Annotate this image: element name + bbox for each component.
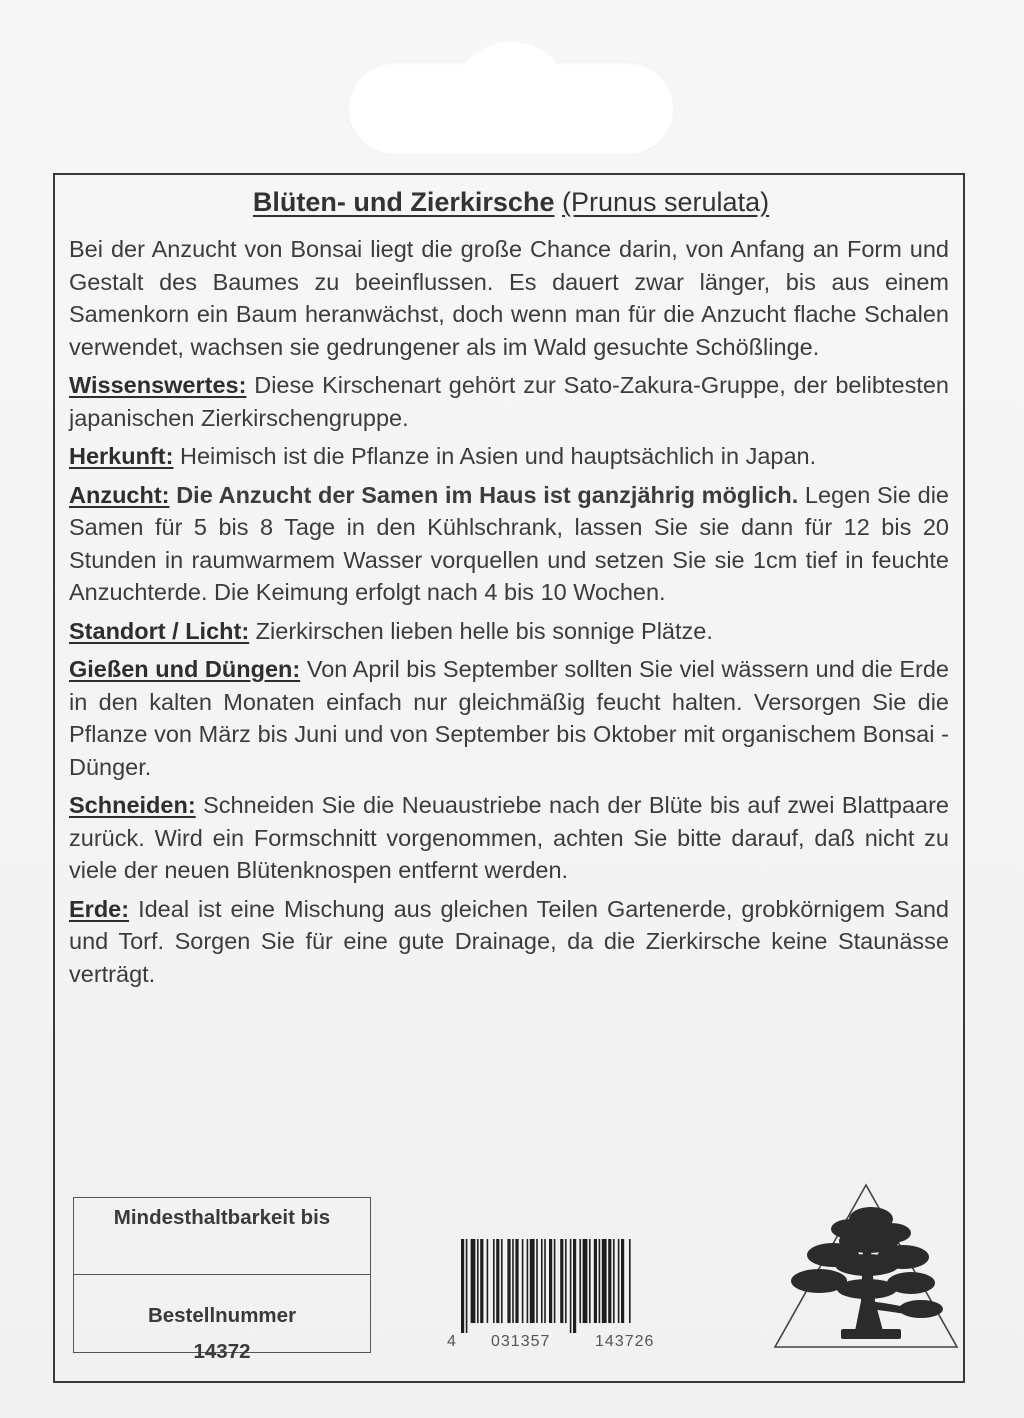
barcode-group-left: 031357 — [491, 1333, 551, 1350]
section-giessen — [69, 653, 949, 783]
barcode-bar — [530, 1239, 535, 1323]
barcode-bar — [496, 1239, 499, 1323]
description — [69, 233, 949, 996]
order-number: 14372 — [193, 1340, 251, 1363]
barcode-bar — [477, 1239, 479, 1323]
section-text: Legen Sie die Samen für 5 bis 8 Tage in den Kühlschrank, lassen Sie sie dann für 12 bis 20 Stunden in raumwarmem Wasser vorquellen und setzen Sie sie 1cm tief in feuchte Anzuchterde. Die Keimung erfolgt nach 4 bis 10 Wochen. — [69, 481, 949, 605]
info-box-divider — [74, 1274, 370, 1275]
barcode-digit-first: 4 — [447, 1333, 457, 1350]
barcode-bar — [471, 1239, 476, 1323]
product-title — [55, 187, 967, 218]
best-before-label: Mindesthaltbarkeit bis — [113, 1206, 331, 1229]
section-wissenswertes — [69, 369, 949, 434]
barcode-bar — [599, 1239, 601, 1323]
barcode-bars — [447, 1239, 697, 1333]
barcode-bar — [536, 1239, 538, 1323]
barcode-bar — [515, 1239, 518, 1323]
title-latin: (Prunus serulata) — [561, 187, 770, 217]
barcode-bar — [608, 1239, 611, 1323]
barcode-bar — [554, 1239, 556, 1323]
barcode-bar — [480, 1239, 483, 1323]
barcode-bar — [570, 1239, 572, 1333]
barcode-bar — [573, 1239, 576, 1333]
section-heading: Gießen und Düngen: — [69, 656, 301, 682]
section-text: Von April bis September sollten Sie viel wässern und die Erde in den kalten Monaten einfach nur gleichmäßig feucht halten. Versorgen Sie die Pflanze von März bis Juni und von September bis Oktober mit organischem Bonsai - Dünger. — [69, 656, 949, 780]
barcode-bar — [565, 1239, 567, 1323]
barcode — [447, 1239, 697, 1357]
title-main: Blüten- und Zierkirsche — [252, 187, 555, 217]
section-heading: Herkunft: — [69, 443, 174, 469]
section-text: Diese Kirschenart gehört zur Sato-Zakura-Gruppe, der belibtesten japanischen Zierkirschengruppe. — [69, 372, 949, 431]
section-text: Ideal ist eine Mischung aus gleichen Teilen Gartenerde, grobkörnigem Sand und Torf. Sorgen Sie für eine gute Drainage, da die Zierkirsche keine Staunässe verträgt. — [69, 895, 949, 987]
section-standort — [69, 615, 949, 648]
bonsai-tree-triangle-icon — [771, 1181, 961, 1353]
barcode-bar — [602, 1239, 607, 1323]
barcode-bar — [549, 1239, 552, 1323]
barcode-bar — [618, 1239, 620, 1323]
barcode-bar — [501, 1239, 503, 1323]
section-schneiden — [69, 789, 949, 887]
label-frame — [53, 173, 965, 1383]
barcode-bar — [589, 1239, 591, 1323]
barcode-bar — [544, 1239, 546, 1323]
barcode-bar — [629, 1239, 631, 1323]
barcode-bar — [613, 1239, 615, 1323]
barcode-bar — [560, 1239, 563, 1323]
section-text: Zierkirschen lieben helle bis sonnige Plätze. — [249, 617, 713, 644]
barcode-bar — [461, 1239, 464, 1333]
barcode-bar — [512, 1239, 514, 1323]
barcode-bar — [541, 1239, 543, 1323]
info-box — [73, 1197, 371, 1363]
barcode-bar — [621, 1239, 624, 1323]
barcode-bar — [507, 1239, 510, 1323]
section-heading: Erde: — [69, 895, 130, 922]
barcode-bar — [579, 1239, 581, 1323]
hanging-hole — [348, 62, 674, 154]
section-heading: Standort / Licht: — [69, 617, 250, 644]
barcode-bar — [487, 1239, 489, 1323]
barcode-bar — [522, 1239, 524, 1323]
barcode-group-right: 143726 — [595, 1333, 655, 1350]
section-bold-text: Die Anzucht der Samen im Haus ist ganzjährig möglich. — [169, 481, 799, 508]
section-erde — [69, 893, 949, 991]
barcode-bar — [527, 1239, 529, 1323]
barcode-bar — [583, 1239, 588, 1323]
intro-paragraph: Bei der Anzucht von Bonsai liegt die große Chance darin, von Anfang an Form und Gestalt des Baumes zu beeinflussen. Es dauert zwar länger, bis aus einem Samenkorn ein Baum heranwächst, doch wenn man für die Anzucht flache Schalen verwendet, wachsen sie gedrungener als im Wald gesuchte Schößlinge. — [69, 236, 949, 360]
section-text: Heimisch ist die Pflanze in Asien und hauptsächlich in Japan. — [173, 443, 817, 469]
section-heading: Schneiden: — [69, 792, 196, 818]
barcode-bar — [493, 1239, 495, 1323]
order-number-label: Bestellnummer — [147, 1304, 297, 1327]
barcode-bar — [466, 1239, 468, 1333]
section-anzucht — [69, 479, 949, 609]
section-herkunft — [69, 440, 949, 473]
section-heading: Wissenswertes: — [69, 372, 247, 398]
barcode-bar — [594, 1239, 597, 1323]
section-text: Schneiden Sie die Neuaustriebe nach der Blüte bis auf zwei Blattpaare zurück. Wird ein Formschnitt vorgenommen, achten Sie bitte darauf, daß nicht zu viele der neuen Blütenknospen entfernt werden. — [69, 792, 949, 883]
section-heading: Anzucht: — [69, 481, 170, 508]
